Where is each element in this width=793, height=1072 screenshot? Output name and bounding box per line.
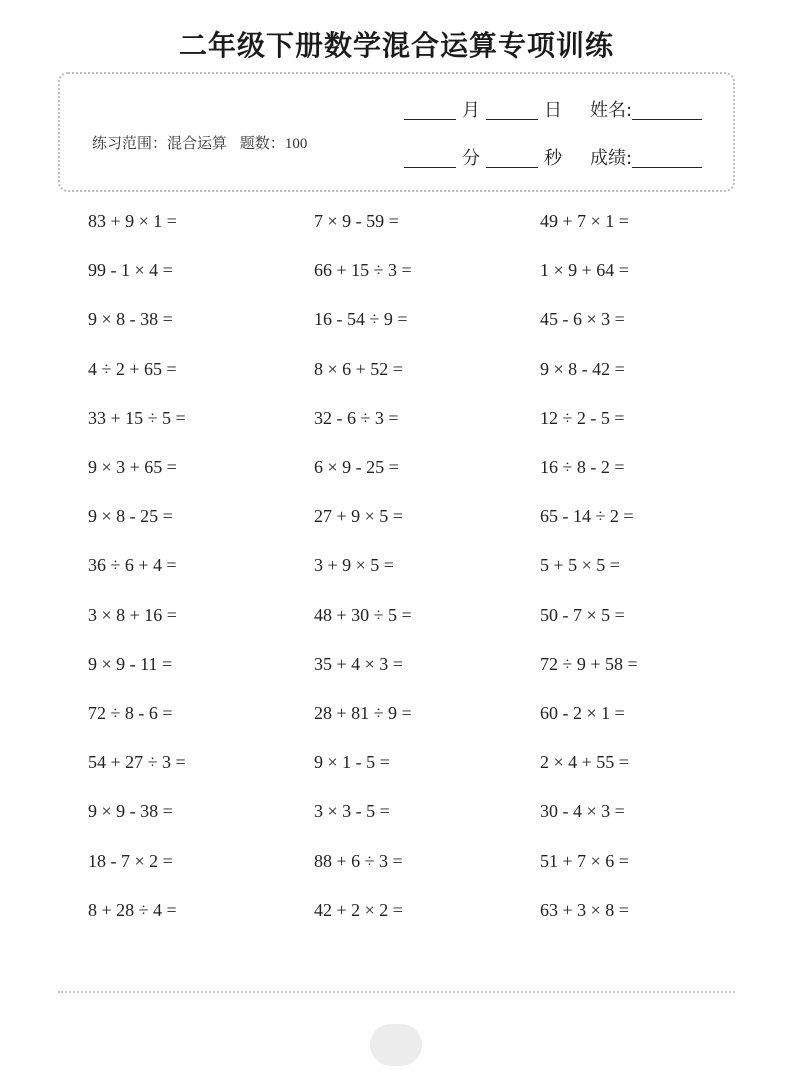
problem-item: 60 - 2 × 1 = (540, 703, 625, 723)
problem-item: 33 + 15 ÷ 5 = (88, 408, 186, 428)
problem-item: 8 × 6 + 52 = (314, 359, 403, 379)
problem-item: 88 + 6 ÷ 3 = (314, 851, 403, 871)
day-blank[interactable] (486, 119, 538, 120)
problem-item: 9 × 1 - 5 = (314, 752, 390, 772)
problem-item: 9 × 8 - 38 = (88, 309, 173, 329)
problem-item: 9 × 8 - 42 = (540, 359, 625, 379)
problem-item: 42 + 2 × 2 = (314, 900, 403, 920)
problem-item: 9 × 9 - 11 = (88, 654, 173, 674)
problem-item: 72 ÷ 9 + 58 = (540, 654, 638, 674)
problem-item: 72 ÷ 8 - 6 = (88, 703, 173, 723)
problem-item: 8 + 28 ÷ 4 = (88, 900, 177, 920)
problem-item: 2 × 4 + 55 = (540, 752, 629, 772)
problem-item: 12 ÷ 2 - 5 = (540, 408, 625, 428)
problem-item: 9 × 8 - 25 = (88, 506, 173, 526)
bottom-divider (58, 991, 735, 993)
second-blank[interactable] (486, 167, 538, 168)
page-title: 二年级下册数学混合运算专项训练 (178, 29, 614, 62)
problem-item: 7 × 9 - 59 = (314, 211, 399, 231)
month-blank[interactable] (404, 119, 456, 120)
problem-item: 5 + 5 × 5 = (540, 555, 620, 575)
problem-item: 30 - 4 × 3 = (540, 801, 625, 821)
problem-item: 18 - 7 × 2 = (88, 851, 173, 871)
problem-item: 3 × 8 + 16 = (88, 605, 177, 625)
name-blank[interactable] (632, 119, 702, 120)
problem-item: 16 ÷ 8 - 2 = (540, 457, 625, 477)
date-row (404, 96, 702, 124)
name-label: 姓名: (590, 100, 633, 121)
count-label: 题数： (239, 134, 285, 152)
problem-item: 63 + 3 × 8 = (540, 900, 629, 920)
problem-item: 36 ÷ 6 + 4 = (88, 555, 177, 575)
problem-item: 45 - 6 × 3 = (540, 309, 625, 329)
time-row (404, 144, 702, 172)
problem-item: 16 - 54 ÷ 9 = (314, 309, 408, 329)
problem-item: 3 × 3 - 5 = (314, 801, 390, 821)
score-blank[interactable] (632, 167, 702, 168)
problem-item: 48 + 30 ÷ 5 = (314, 605, 412, 625)
info-box (58, 72, 735, 192)
problem-item: 49 + 7 × 1 = (540, 211, 629, 231)
problem-item: 65 - 14 ÷ 2 = (540, 506, 634, 526)
range-label: 练习范围：混合运算 (92, 134, 228, 152)
practice-range (92, 132, 307, 153)
month-label: 月 (462, 100, 480, 121)
problem-item: 9 × 9 - 38 = (88, 801, 173, 821)
problem-item: 35 + 4 × 3 = (314, 654, 403, 674)
problem-item: 9 × 3 + 65 = (88, 457, 177, 477)
second-label: 秒 (544, 148, 562, 169)
problem-item: 51 + 7 × 6 = (540, 851, 629, 871)
problem-item: 66 + 15 ÷ 3 = (314, 260, 412, 280)
minute-label: 分 (462, 148, 480, 169)
problem-item: 50 - 7 × 5 = (540, 605, 625, 625)
count-value: 100 (284, 136, 308, 152)
problem-item: 6 × 9 - 25 = (314, 457, 399, 477)
score-label: 成绩: (590, 148, 633, 169)
day-label: 日 (544, 100, 562, 121)
page-number-badge (370, 1024, 422, 1066)
minute-blank[interactable] (404, 167, 456, 168)
problem-item: 99 - 1 × 4 = (88, 260, 173, 280)
problem-item: 54 + 27 ÷ 3 = (88, 752, 186, 772)
problem-item: 27 + 9 × 5 = (314, 506, 403, 526)
problem-item: 28 + 81 ÷ 9 = (314, 703, 412, 723)
problem-item: 3 + 9 × 5 = (314, 555, 394, 575)
problem-item: 1 × 9 + 64 = (540, 260, 629, 280)
problem-item: 83 + 9 × 1 = (88, 211, 177, 231)
problem-item: 4 ÷ 2 + 65 = (88, 359, 177, 379)
problem-item: 32 - 6 ÷ 3 = (314, 408, 399, 428)
